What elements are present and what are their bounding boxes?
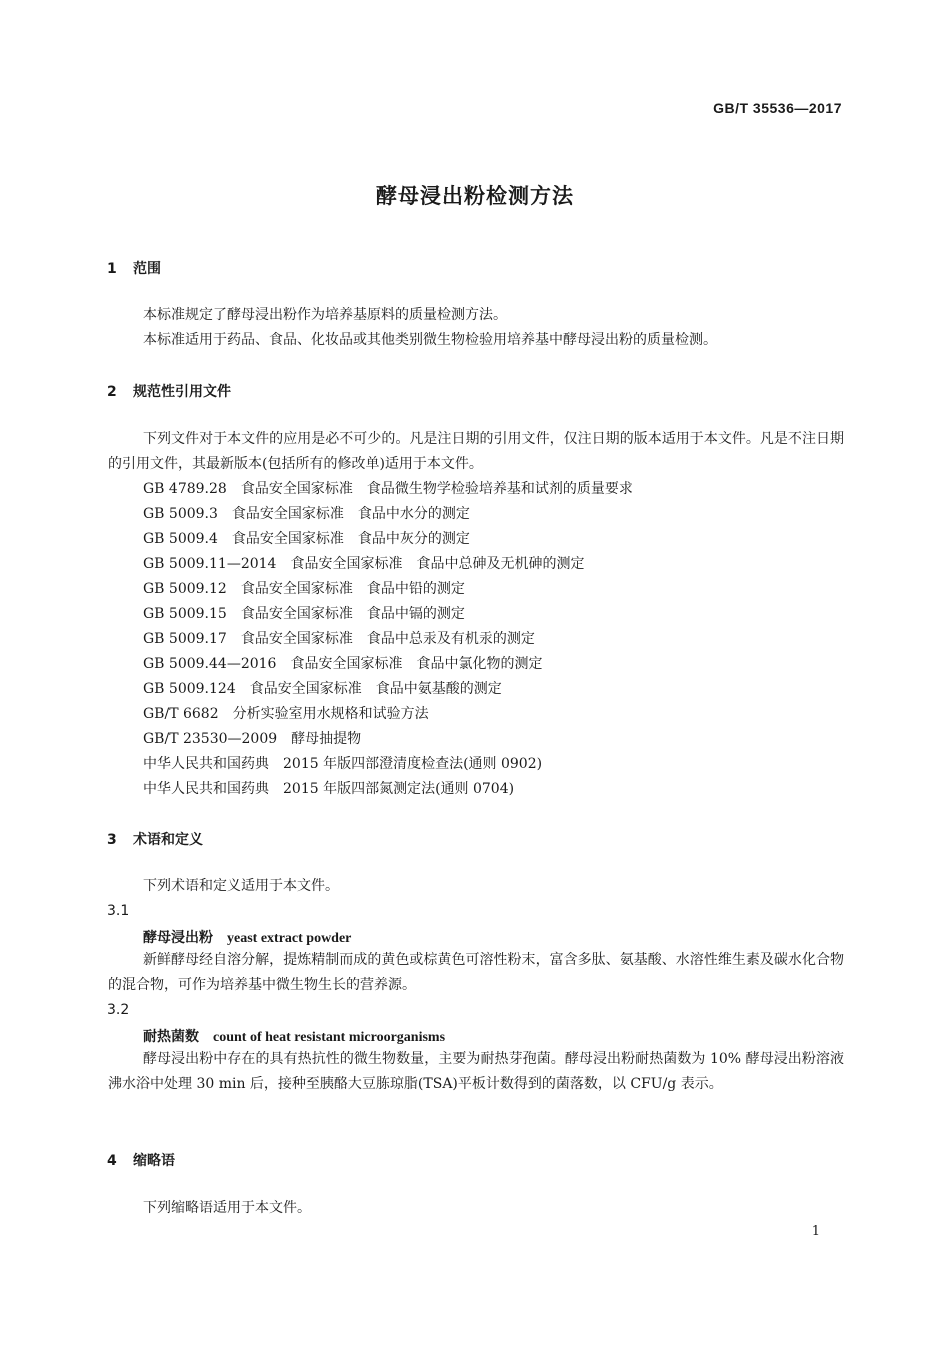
- reference-name: 食品安全国家标准: [290, 556, 403, 572]
- scope-paragraph-2: 本标准适用于药品、食品、化妆品或其他类别微生物检验用培养基中酵母浸出粉的质量检测。: [143, 332, 717, 348]
- reference-code: 中华人民共和国药典: [143, 781, 269, 797]
- term-name-en: count of heat resistant microorganisms: [213, 1030, 446, 1045]
- term-number: 3.2: [107, 1002, 130, 1018]
- reference-name: 2015 年版四部澄清度检查法(通则 0902): [283, 756, 543, 772]
- reference-name: 食品安全国家标准: [231, 531, 344, 547]
- reference-item: [143, 652, 542, 677]
- reference-title: 食品中水分的测定: [357, 506, 470, 522]
- document-title: 酵母浸出粉检测方法: [376, 184, 574, 208]
- section-heading-1: [107, 258, 161, 278]
- reference-code: GB 5009.4: [143, 531, 218, 547]
- reference-item: [143, 777, 528, 802]
- reference-code: GB 5009.3: [143, 506, 218, 522]
- reference-name: 食品安全国家标准: [240, 631, 353, 647]
- reference-name: 分析实验室用水规格和试验方法: [232, 706, 429, 722]
- standard-code: GB/T 35536—2017: [713, 100, 842, 116]
- reference-code: GB 4789.28: [143, 481, 227, 497]
- section-heading-2: [107, 381, 231, 401]
- reference-code: GB 5009.15: [143, 606, 227, 622]
- term-name-cn: 酵母浸出粉: [143, 930, 213, 946]
- reference-name: 食品安全国家标准: [249, 681, 362, 697]
- reference-title: 食品中总汞及有机汞的测定: [366, 631, 535, 647]
- section-title: 规范性引用文件: [133, 384, 231, 400]
- page-number: 1: [811, 1224, 820, 1239]
- reference-item: [143, 527, 470, 552]
- reference-title: 食品中铅的测定: [366, 581, 465, 597]
- reference-name: 食品安全国家标准: [290, 656, 403, 672]
- reference-item: [143, 627, 535, 652]
- section-number: 2: [107, 384, 117, 400]
- section-heading-4: [107, 1150, 175, 1170]
- references-intro: 下列文件对于本文件的应用是必不可少的。凡是注日期的引用文件，仅注日期的版本适用于本文件。凡是不注日期的引用文件，其最新版本(包括所有的修改单)适用于本文件。: [108, 431, 844, 472]
- reference-item: [143, 752, 556, 777]
- reference-item: [143, 552, 584, 577]
- reference-code: GB 5009.44—2016: [143, 656, 277, 672]
- reference-item: [143, 702, 443, 727]
- term-name-en: yeast extract powder: [227, 931, 352, 946]
- reference-name: 食品安全国家标准: [240, 481, 353, 497]
- section-number: 1: [107, 261, 117, 277]
- term-definition: 酵母浸出粉中存在的具有热抗性的微生物数量，主要为耐热芽孢菌。酵母浸出粉耐热菌数为 10% 酵母浸出粉溶液沸水浴中处理 30 min 后，接种至胰酪大豆胨琼脂(TSA)平板计数得到的菌落数，以 CFU/g 表示。: [108, 1051, 844, 1092]
- abbreviations-intro: 下列缩略语适用于本文件。: [143, 1200, 311, 1216]
- reference-item: [143, 477, 633, 502]
- reference-name: 2015 年版四部氮测定法(通则 0704): [283, 781, 515, 797]
- terms-intro: 下列术语和定义适用于本文件。: [143, 878, 339, 894]
- reference-title: 食品中氨基酸的测定: [375, 681, 502, 697]
- section-title: 缩略语: [133, 1153, 175, 1169]
- reference-item: [143, 577, 465, 602]
- reference-title: 食品中镉的测定: [366, 606, 465, 622]
- reference-item: [143, 677, 502, 702]
- term-name: [143, 927, 351, 947]
- section-title: 术语和定义: [133, 832, 203, 848]
- reference-title: 食品中灰分的测定: [357, 531, 470, 547]
- reference-name: 食品安全国家标准: [231, 506, 344, 522]
- term-name: [143, 1026, 445, 1046]
- reference-title: 食品中氯化物的测定: [416, 656, 543, 672]
- reference-code: GB/T 23530—2009: [143, 731, 278, 747]
- reference-title: 食品微生物学检验培养基和试剂的质量要求: [366, 481, 633, 497]
- reference-item: [143, 727, 375, 752]
- reference-item: [143, 602, 465, 627]
- section-title: 范围: [133, 261, 161, 277]
- reference-name: 酵母抽提物: [291, 731, 362, 747]
- term-number: 3.1: [107, 903, 130, 919]
- section-heading-3: [107, 829, 203, 849]
- scope-paragraph-1: 本标准规定了酵母浸出粉作为培养基原料的质量检测方法。: [143, 307, 507, 323]
- reference-item: [143, 502, 470, 527]
- term-name-cn: 耐热菌数: [143, 1029, 199, 1045]
- reference-code: GB/T 6682: [143, 706, 219, 722]
- reference-name: 食品安全国家标准: [240, 581, 353, 597]
- reference-code: GB 5009.17: [143, 631, 227, 647]
- reference-code: GB 5009.124: [143, 681, 236, 697]
- reference-code: GB 5009.11—2014: [143, 556, 277, 572]
- reference-title: 食品中总砷及无机砷的测定: [416, 556, 585, 572]
- reference-name: 食品安全国家标准: [240, 606, 353, 622]
- section-number: 3: [107, 832, 117, 848]
- reference-code: GB 5009.12: [143, 581, 227, 597]
- reference-code: 中华人民共和国药典: [143, 756, 269, 772]
- term-definition: 新鲜酵母经自溶分解，提炼精制而成的黄色或棕黄色可溶性粉末，富含多肽、氨基酸、水溶性维生素及碳水化合物的混合物，可作为培养基中微生物生长的营养源。: [108, 952, 844, 993]
- section-number: 4: [107, 1153, 117, 1169]
